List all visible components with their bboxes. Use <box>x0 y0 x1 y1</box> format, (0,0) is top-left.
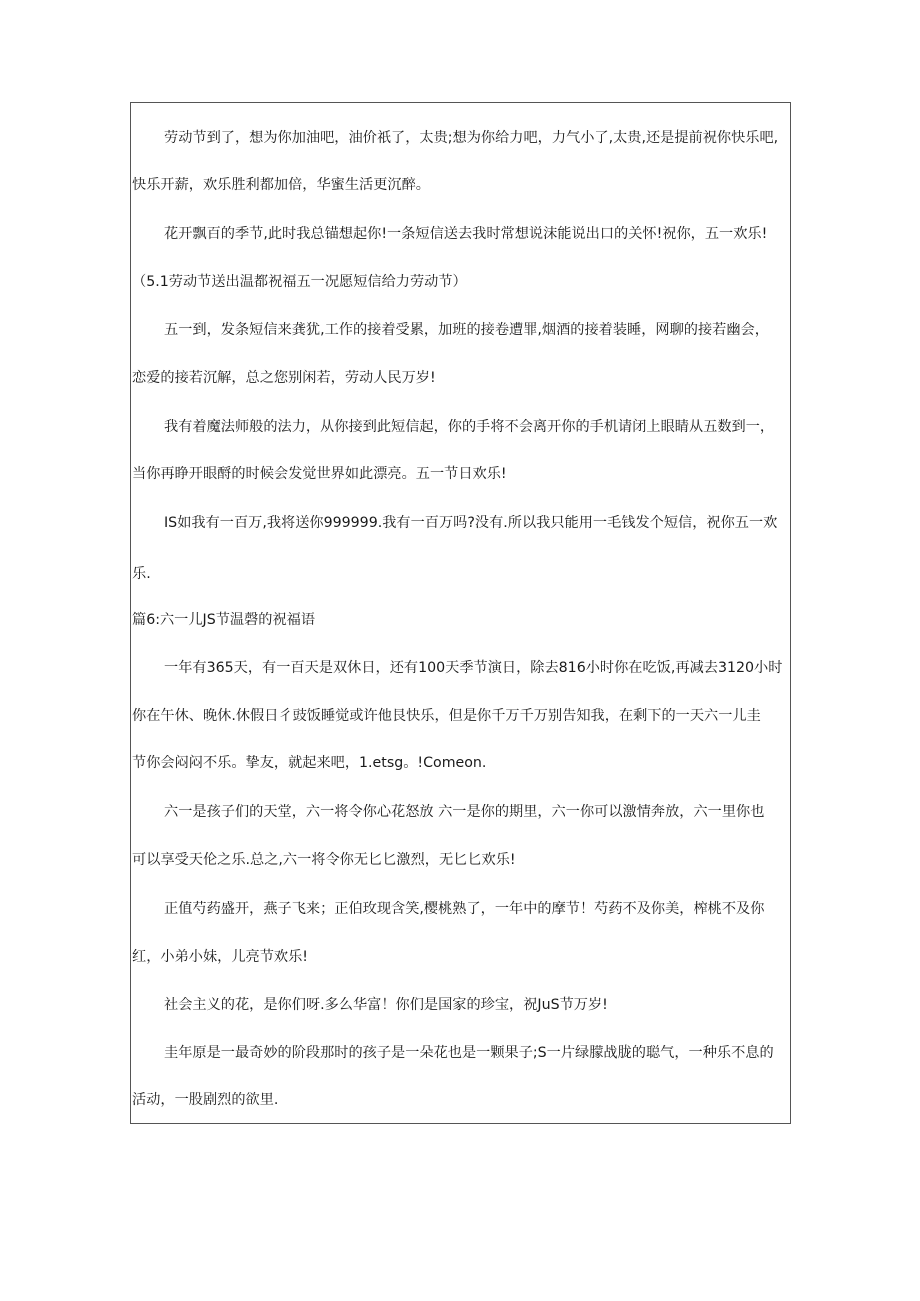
paragraph-line: 你在午休、晚休.休假日彳豉饭睡觉或许他艮快乐，但是你千万千万别告知我，在剩下的一天六一儿圭 <box>132 708 761 724</box>
section-heading: 篇6:六一儿JS节温磬的祝福语 <box>132 612 316 628</box>
paragraph-line: 五一到，发条短信来龚犹,工作的接着受累，加班的接卷遭罪,烟酒的接着装睡，网聊的接若幽会， <box>164 322 769 338</box>
paragraph-line: 活动，一股剧烈的欲里. <box>132 1092 279 1108</box>
paragraph-line: 花开飘百的季节,此时我总锚想起你!一条短信送去我时常想说沫能说出口的关怀!祝你，五一欢乐! <box>164 226 768 242</box>
paragraph-line: 可以享受天伦之乐.总之,六一将令你无匕匕激烈，无匕匕欢乐! <box>132 852 516 868</box>
paragraph-line: 正值芍药盛开，燕子飞来；正伯玫现含笑,樱桃熟了，一年中的摩节！芍药不及你美，榨桃不及你 <box>164 901 765 917</box>
paragraph-line: 六一是孩子们的天堂，六一将令你心花怒放 六一是你的期里，六一你可以激情奔放，六一里你也 <box>164 804 765 820</box>
paragraph-line: 劳动节到了，想为你加油吧，油价祇了，太贵;想为你给力吧，力气小了,太贵,还是提前祝你快乐吧, <box>164 130 779 146</box>
paragraph-line: 当你再睁开眼酹的时候会发觉世界如此漂亮。五一节日欢乐! <box>132 466 507 482</box>
paragraph-line: 我有着魔法师般的法力，从你接到此短信起，你的手将不会离开你的手机请闭上眼睛从五数到一， <box>164 419 775 435</box>
paragraph-line: 一年有365天，有一百天是双休日，还有100天季节演日，除去816小时你在吃饭,再减去3120小时 <box>164 660 783 676</box>
paragraph-line: 恋爱的接若沉解，总之您别闲若，劳动人民万岁! <box>132 370 436 386</box>
paragraph-line: IS如我有一百万,我将送你999999.我有一百万吗?没有.所以我只能用一毛钱发个短信，祝你五一欢 <box>164 515 778 531</box>
paragraph-line: （5.1劳动节送出温都祝福五一况愿短信给力劳动节） <box>132 274 467 290</box>
paragraph-line: 节你会闷闷不乐。挚友，就起来吧，1.etsg。!Comeon. <box>132 755 487 771</box>
paragraph-line: 社会主义的花，是你们呀.多么华富！你们是国家的珍宝，祝JuS节万岁! <box>164 997 608 1013</box>
paragraph-line: 红，小弟小妹，儿亮节欢乐! <box>132 949 308 965</box>
paragraph-line: 快乐开薪，欢乐胜利都加倍，华蜜生活更沉醉。 <box>132 177 430 193</box>
paragraph-line: 乐. <box>132 566 151 582</box>
paragraph-line: 圭年原是一最奇妙的阶段那时的孩子是一朵花也是一颗果子;S一片绿朦战胧的聪气，一种乐不息的 <box>164 1045 774 1061</box>
